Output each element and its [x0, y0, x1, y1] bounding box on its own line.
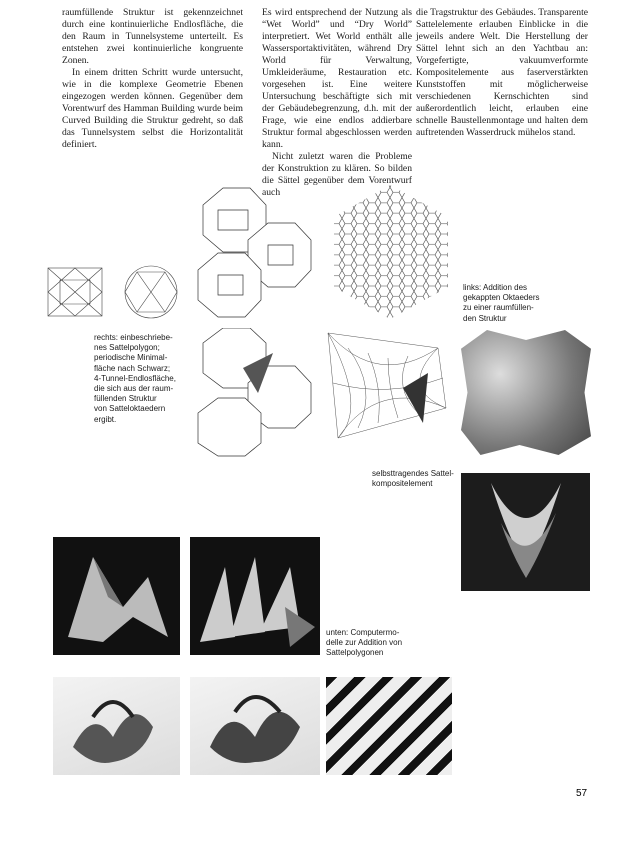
caption-rechts: rechts: einbeschriebe- nes Sattelpolygon; periodische Minimal- fläche nach Schwarz; 4-Tunnel-Endlosfläche, die sich aus der raum- füllenden Struktur von Satteloktaedern ergibt. [94, 333, 176, 424]
computer-model-photo-1 [53, 537, 180, 655]
paragraph: raumfüllende Struktur ist gekennzeichnet durch eine kontinuierliche Endlosfläche, die den Raum in Tunnelsysteme unterteilt. Es entstehen zwei kontinuierliche kongruente Zonen. [62, 7, 243, 66]
text-column-2 [262, 7, 412, 199]
four-tunnel-surface-photo [461, 330, 591, 455]
text-column-1 [62, 7, 243, 151]
paragraph: Nicht zuletzt waren die Probleme der Konstruktion zu klären. So bilden die Sättel gegenüber dem Vorentwurf auch [262, 151, 412, 198]
caption-saddle-element: selbsttragendes Sattel- kompositelement [372, 469, 454, 489]
computer-model-render-1 [53, 677, 180, 775]
hexagonal-lattice-figure [330, 182, 452, 322]
computer-model-render-3 [326, 677, 452, 775]
octahedron-sketch-figure [40, 262, 112, 322]
truncated-octahedra-stack-figure [188, 180, 323, 330]
caption-unten: unten: Computermo- delle zur Addition von Sattelpolygonen [326, 628, 403, 658]
page-number: 57 [576, 788, 588, 799]
periodic-minimal-surface-figure [318, 328, 458, 456]
computer-model-photo-2 [190, 537, 320, 655]
paragraph: die Tragstruktur des Gebäudes. Transparente Sattelelemente erlauben Einblicke in die jeweils andere Welt. Die Herstellung der Sättel lehnt sich an den Yachtbau an: Vorgefertigte, vakuumverformte Kompositelemente aus faserverstärkten Kunststoffen mit möglicherweise verschiedenen Kernschichten sind außerordentlich leicht, erlauben eine schnelle Baustellenmontage und halten dem auftretenden Wasserdruck mühelos stand. [416, 7, 588, 138]
truncated-octahedron-sketch-figure [115, 262, 187, 322]
paragraph: In einem dritten Schritt wurde untersucht, wie in die komplexe Geometrie Ebenen eingezogen werden können. Gegenüber dem Vorentwurf des Hamman Building wurde beim Curved Building die Struktur gedreht, so daß das Tunnelsystem selbst die Horizontalität definiert. [62, 67, 243, 150]
text-column-3 [416, 7, 588, 139]
paragraph: Es wird entsprechend der Nutzung als “Wet World” und “Dry World” interpretiert. Wet World enthält alle Wassersportaktivitäten, während Dry World für Verwaltung, Umkleideräume, Restauration etc. vorgesehen ist. Eine weitere Untersuchung beschäftigte sich mit der Gebäudebegrenzung, d.h. mit der Frage, wie eine endlos addierbare Struktur formal abgeschlossen werden kann. [262, 7, 412, 150]
saddle-in-octahedra-figure [188, 328, 323, 458]
computer-model-render-2 [190, 677, 320, 775]
caption-links: links: Addition des gekappten Oktaeders zu einer raumfüllen- den Struktur [463, 283, 540, 323]
saddle-composite-element-photo [461, 473, 590, 591]
